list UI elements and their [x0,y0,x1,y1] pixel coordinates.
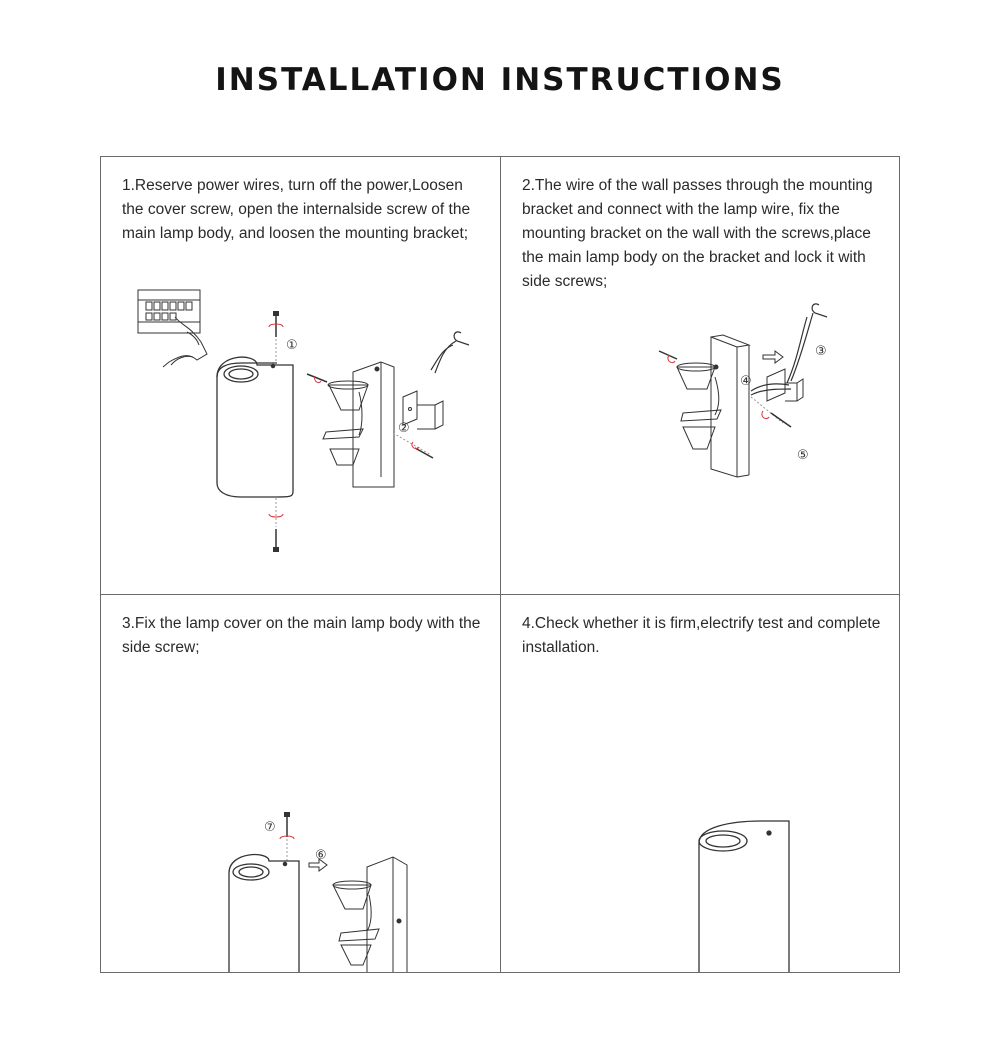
callout-1: ① [286,338,298,353]
step-4-text: 4.Check whether it is firm,electrify test and complete installation. [522,615,881,656]
step-3-text: 3.Fix the lamp cover on the main lamp body with the side screw; [122,615,481,656]
lamp-body [229,855,299,972]
internal-module [323,362,394,487]
step-1-panel [101,157,500,594]
bracket-screw-icon [393,433,433,458]
instruction-grid [100,156,900,973]
callout-3: ③ [815,344,827,359]
callout-4: ④ [740,374,752,389]
top-screw-icon [280,812,294,861]
lamp-body [217,357,293,497]
step-1-illustration [101,157,500,594]
step-4-illustration [501,595,899,972]
page-title: INSTALLATION INSTRUCTIONS [215,62,785,98]
lamp-body-installed [699,821,789,972]
step-3-illustration [101,595,500,972]
internal-module [333,857,407,972]
step-2-panel [501,157,899,594]
step-3-panel [101,595,500,972]
bottom-screw-icon [269,498,283,552]
callout-2: ② [398,421,410,436]
step-1-text: 1.Reserve power wires, turn off the power,Loosen the cover screw, open the internalside screw of the main lamp body, and loosen the mounting bracket; [122,177,471,242]
step-4-panel [501,595,899,972]
callout-5: ⑤ [797,448,809,463]
callout-6: ⑥ [315,848,327,863]
wall-wires-icon [431,332,469,373]
callout-7: ⑦ [264,820,276,835]
side-screw-icon [659,351,677,363]
internal-module [677,335,749,477]
step-2-illustration [501,157,899,594]
breaker-panel-icon [138,290,207,367]
side-screw-icon [307,374,327,383]
arrow-right-icon [763,351,783,363]
step-2-text: 2.The wire of the wall passes through the mounting bracket and connect with the lamp wire, fix the mounting bracket on the wall with the screws,place the main lamp body on the bracket and lock it with side screws; [522,177,873,290]
top-screw-icon [269,311,283,363]
